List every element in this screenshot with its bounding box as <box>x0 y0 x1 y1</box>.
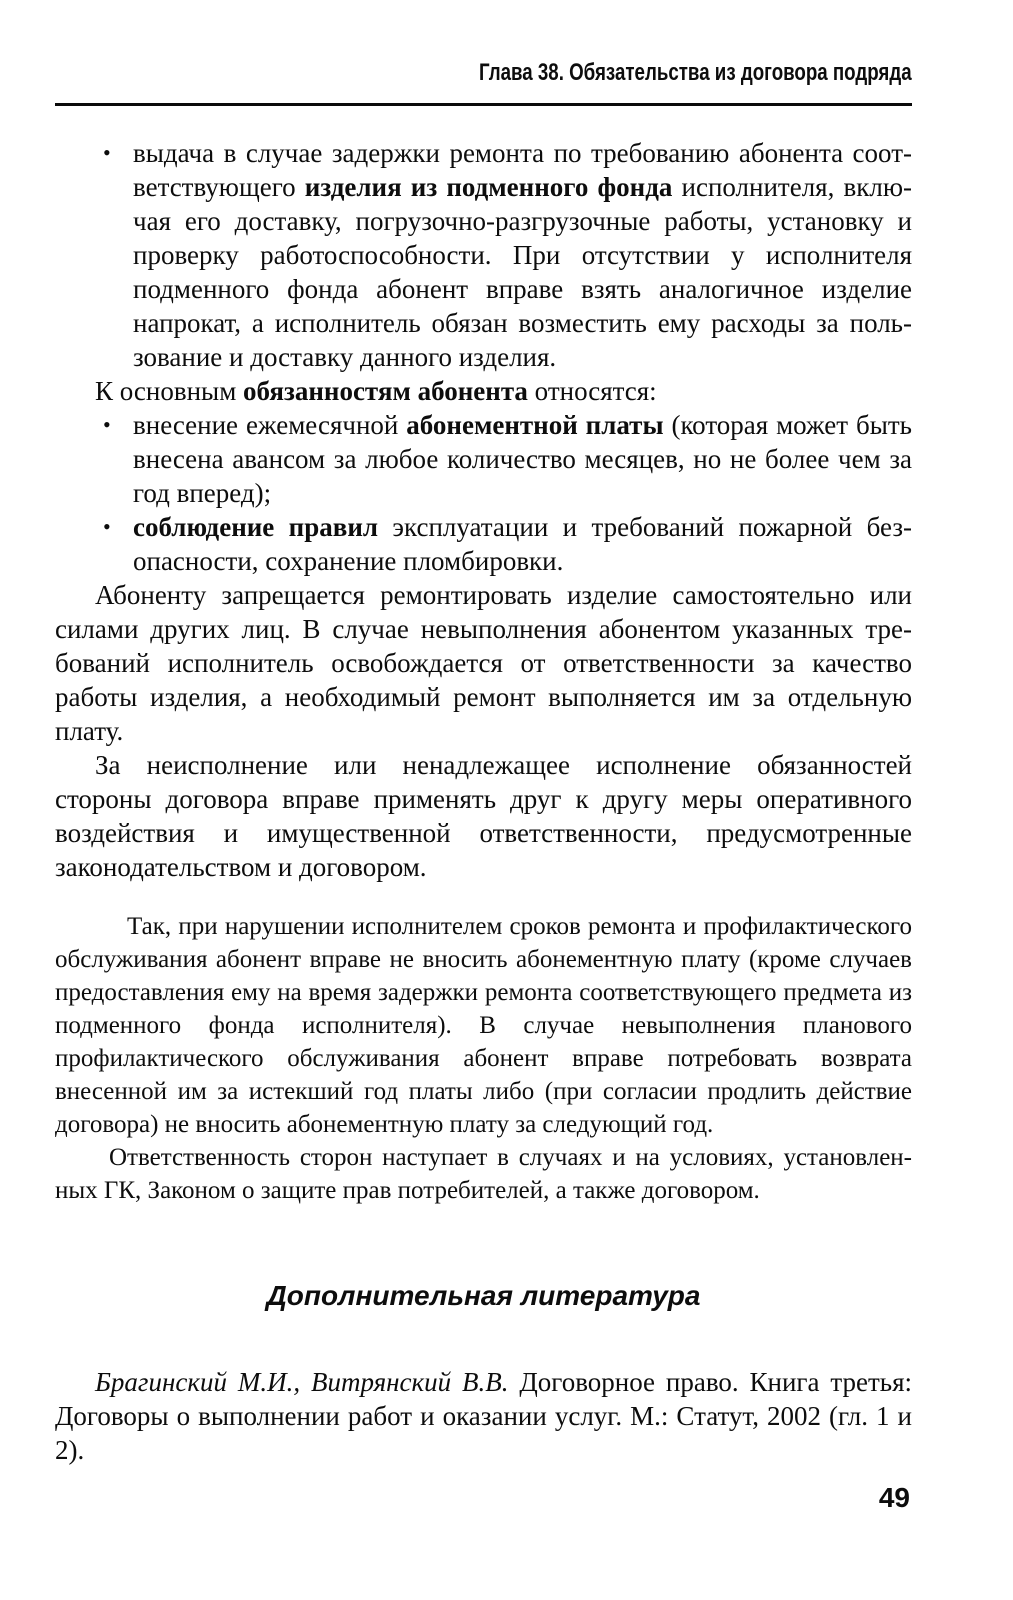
text-run: внесение ежемесячной <box>133 410 407 440</box>
text-run: эксплуатации и требований пожарной безопасности, сохранение пломбировки. <box>133 512 913 576</box>
bullet-text <box>133 408 912 510</box>
text-run: выдача в случае задержки ремонта по требованию абонента соответствующего <box>133 138 912 202</box>
petit-paragraph-example: Так, при нарушении исполнителем сроков ремонта и профилактического обслуживания абонент вправе не вносить абонементную плату (кроме случаев предоставления ему на время задержки ремонта соответствующего предмета из подменного фонда исполнителя). В случае невыполнения планового профилактического обслуживания абонент вправе потребовать возврата внесенной им за истекший год платы либо (при согласии продлить действие договора) не вносить абонементную плату за следующий год. <box>55 913 912 1138</box>
bibliography-entry <box>55 1365 912 1467</box>
additional-literature-heading: Дополнительная литература <box>266 1280 701 1311</box>
header-rule <box>55 103 912 106</box>
text-run-bold: соблюдение правил <box>133 512 379 542</box>
bullet-text <box>133 510 912 578</box>
text-run: исполнителя, включая его доставку, погрузочно-разгрузочные работы, установку и проверку работоспособности. При отсутствии у исполнителя подменного фонда абонент вправе взять аналогичное изделие напрокат, а исполнитель обязан возместить ему расходы за пользование и доставку данного изделия. <box>133 172 912 372</box>
paragraph-liability-measures: За неисполнение или ненадлежащее исполнение обязанностей стороны договора вправе применять друг к другу меры оперативного воздействия и имущественной ответственности, предусмотренные законодательством и договором. <box>55 750 912 882</box>
bullet-marker: • <box>103 514 111 539</box>
text-run: Договорное право. Книга третья: Договоры о выполнении работ и оказании услуг. М.: Статут, 2002 (гл. 1 и 2). <box>55 1367 912 1465</box>
page-body <box>55 136 912 1467</box>
list-item-rules-compliance <box>55 510 912 578</box>
paragraph-repair-prohibition: Абоненту запрещается ремонтировать изделие самостоятельно или силами других лиц. В случае невыполнения абонентом указанных требований исполнитель освобождается от ответственности за качество работы изделия, а необходимый ремонт выполняется им за отдельную плату. <box>55 580 912 746</box>
running-header <box>55 58 912 88</box>
text-run: (которая может быть внесена авансом за любое количество месяцев, но не более чем за год вперед); <box>133 410 912 508</box>
text-run: К основным <box>95 376 244 406</box>
petit-paragraph-responsibility: Ответственность сторон наступает в случаях и на условиях, установленных ГК, Законом о защите прав потребителей, а также договором. <box>55 1144 912 1204</box>
lead-line <box>55 374 912 408</box>
bullet-marker: • <box>103 412 111 437</box>
text-run-italic-authors: Брагинский М.И., Витрянский В.В. <box>95 1367 509 1397</box>
list-item-subscription-fee <box>55 408 912 510</box>
bullet-text <box>133 136 912 374</box>
text-run-bold: изделия из подменного фонда <box>304 172 673 202</box>
page-number: 49 <box>878 1482 910 1513</box>
small-print-block <box>55 910 912 1207</box>
text-run: относятся: <box>527 376 657 406</box>
bullet-marker: • <box>103 140 111 165</box>
text-run-bold: обязанностям абонента <box>243 376 528 406</box>
list-item-replacement-product <box>55 136 912 374</box>
text-run-bold: абонементной платы <box>406 410 664 440</box>
chapter-title: Глава 38. Обязательства из договора подряда <box>479 59 912 86</box>
